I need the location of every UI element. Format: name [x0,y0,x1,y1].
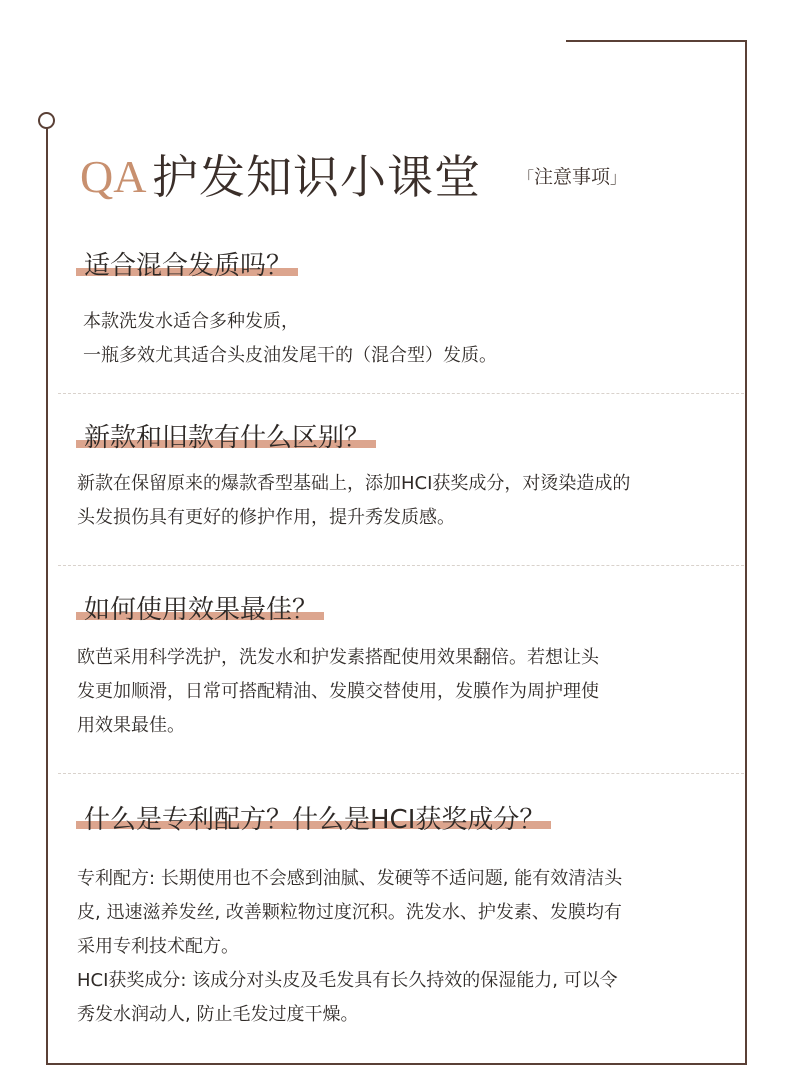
answer-line: 皮, 迅速滋养发丝, 改善颗粒物过度沉积。洗发水、护发素、发膜均有 [77,902,622,923]
answer-line: 新款在保留原来的爆款香型基础上，添加HCI获奖成分，对烫染造成的 [77,473,631,494]
svg-text:QA: QA [80,151,147,202]
answer-line: 发更加顺滑，日常可搭配精油、发膜交替使用，发膜作为周护理使 [77,681,599,702]
answer-line: 专利配方: 长期使用也不会感到油腻、发硬等不适问题, 能有效清洁头 [77,868,623,889]
answer-line: 本款洗发水适合多种发质， [83,311,299,332]
answer-line: 采用专利技术配方。 [77,936,239,957]
qa-logo-icon [78,148,150,206]
question-heading-3 [76,592,324,628]
frame-top-line [566,40,747,42]
page-title: 护发知识小课堂 [152,150,481,204]
answer-line: 秀发水润动人, 防止毛发过度干燥。 [77,1004,359,1025]
question-text: 如何使用效果最佳？ [84,595,319,625]
answer-line: 用效果最佳。 [77,715,185,736]
answer-line: 一瓶多效尤其适合头皮油发尾干的（混合型）发质。 [83,345,497,366]
answer-text-3 [77,641,737,743]
frame-right-line [745,40,747,1065]
frame-circle-ornament [38,112,55,129]
question-text: 新款和旧款有什么区别？ [84,423,371,453]
section-divider [58,773,744,774]
frame-left-line [46,128,48,1065]
question-heading-1 [76,248,298,284]
answer-text-2 [77,467,737,535]
question-heading-4 [76,802,551,838]
answer-line: 欧芭采用科学洗护，洗发水和护发素搭配使用效果翻倍。若想让头 [77,647,599,668]
question-text: 适合混合发质吗？ [84,251,293,281]
answer-line: HCI获奖成分: 该成分对头皮及毛发具有长久持效的保湿能力, 可以令 [77,970,618,991]
answer-line: 头发损伤具有更好的修护作用，提升秀发质感。 [77,507,455,528]
frame-bottom-line [46,1063,747,1065]
section-divider [58,565,744,566]
section-divider [58,393,744,394]
answer-text-1 [83,305,743,373]
question-text: 什么是专利配方？什么是HCI获奖成分？ [84,805,546,835]
notice-tag-label: 注意事项 [534,166,611,188]
answer-text-4 [77,862,737,1032]
question-heading-2 [76,420,376,456]
notice-tag: 「注意事项」 [518,166,627,188]
